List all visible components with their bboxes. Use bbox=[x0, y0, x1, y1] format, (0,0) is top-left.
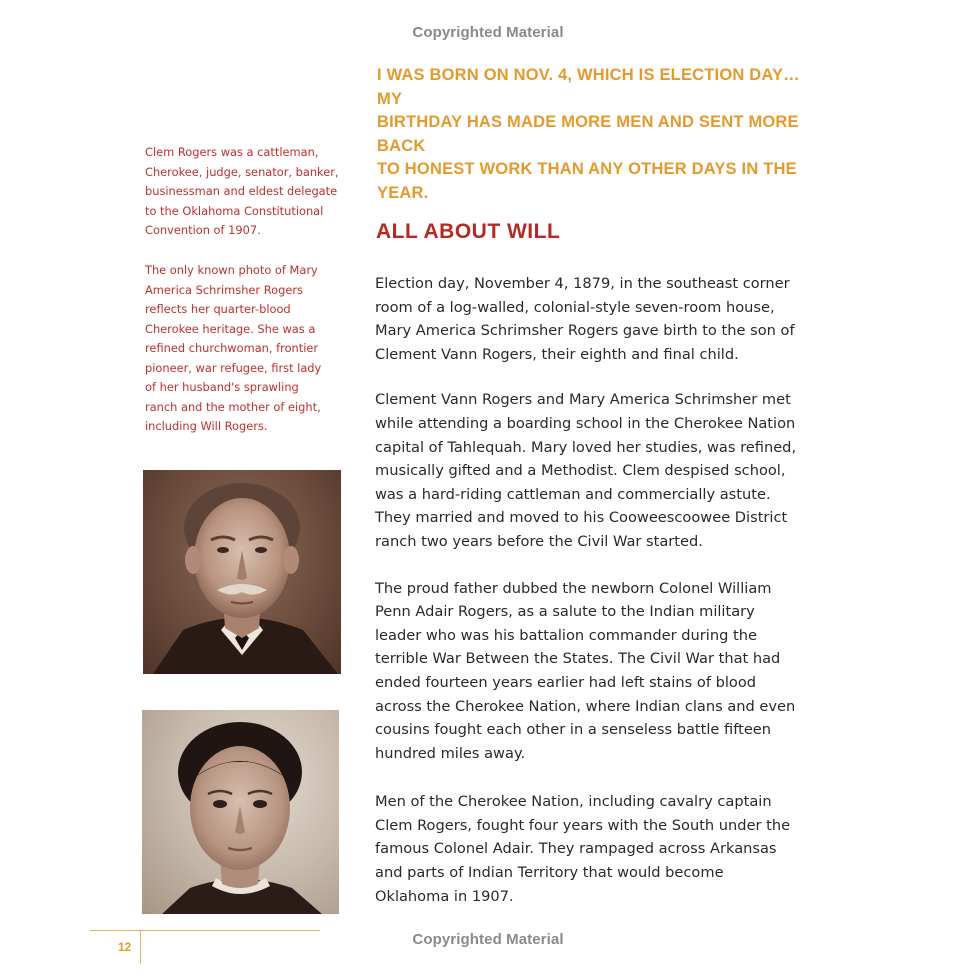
body-text bbox=[375, 272, 815, 930]
paragraph-3: The proud father dubbed the newborn Colonel William Penn Adair Rogers, as a salute to the Indian military leader who was his battalion commander during the terrible War Between the States. The Civil War that had ended fourteen years earlier had left stains of blood across the Cherokee Nation, where Indian clans and even cousins fought each other in a senseless battle fifteen hundred miles away. bbox=[375, 579, 796, 762]
copyright-watermark-top: Copyrighted Material bbox=[412, 24, 564, 41]
paragraph-1: Election day, November 4, 1879, in the southeast corner room of a log-walled, colonial-style seven-room house, Mary America Schrimsher Rogers gave birth to the son of Clement Vann Rogers, their eighth and final child. bbox=[375, 275, 795, 363]
page-number: 12 bbox=[118, 940, 132, 954]
copyright-watermark-bottom: Copyrighted Material bbox=[412, 931, 564, 948]
pull-quote: I WAS BORN ON NOV. 4, WHICH IS ELECTION DAY… MY BIRTHDAY HAS MADE MORE MEN AND SENT MORE BACK TO HONEST WORK THAN ANY OTHER DAYS IN THE YEAR. bbox=[377, 66, 800, 202]
caption-clem-rogers: Clem Rogers was a cattleman, Cherokee, judge, senator, banker, businessman and eldest delegate to the Oklahoma Constitutional Convention of 1907. bbox=[145, 145, 339, 237]
portrait-clem-rogers-illustration bbox=[143, 470, 341, 674]
caption-mary-rogers: The only known photo of Mary America Schrimsher Rogers reflects her quarter-blood Cherokee heritage. She was a refined churchwoman, frontier pioneer, war refugee, first lady of her husband's sprawling ranch and the mother of eight, including Will Rogers. bbox=[145, 263, 322, 433]
paragraph-2: Clement Vann Rogers and Mary America Schrimsher met while attending a boarding school in the Cherokee Nation capital of Tahlequah. Mary loved her studies, was refined, musically gifted and a Methodist. Clem despised school, was a hard-riding cattleman and commercially astute. They married and moved to his Cooweescoowee District ranch two years before the Civil War started. bbox=[375, 391, 797, 550]
portrait-clem-rogers bbox=[143, 470, 341, 674]
portrait-mary-rogers-illustration bbox=[142, 710, 339, 914]
portrait-mary-rogers bbox=[142, 710, 339, 914]
paragraph-4: Men of the Cherokee Nation, including cavalry captain Clem Rogers, fought four years with the South under the famous Colonel Adair. They rampaged across Arkansas and parts of Indian Territory that would become Oklahoma in 1907. bbox=[375, 793, 791, 905]
section-heading: ALL ABOUT WILL bbox=[376, 220, 561, 243]
